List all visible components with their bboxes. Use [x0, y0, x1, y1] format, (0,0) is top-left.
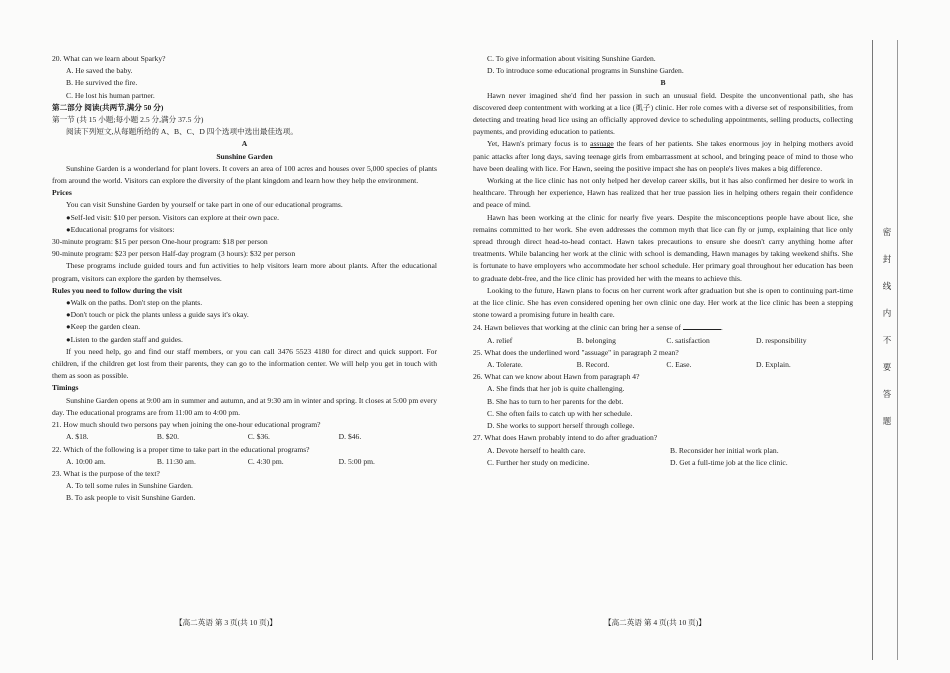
option: B. Record.	[576, 360, 610, 370]
seal-char: 封	[882, 254, 892, 264]
question-26: 26. What can we know about Hawn from paragraph 4?	[473, 372, 640, 382]
option: C. satisfaction	[666, 335, 710, 345]
question-text: 24. Hawn believes that working at the clinic can bring her a sense of	[473, 323, 681, 333]
binding-line	[872, 40, 873, 660]
option: C. Further her study on medicine.	[487, 457, 590, 467]
options-row	[52, 456, 437, 468]
options-row	[473, 359, 853, 371]
option: B. $20.	[156, 432, 180, 442]
edu-programs-item: ●Educational programs for visitors:	[66, 224, 175, 234]
passage-b-paragraph-4: Hawn has been working at the clinic for nearly five years. Despite the misconceptions people have about lice, she remains committed to her work. She even addresses the common myth that lice can fly or jump, explaining that lice only spread through direct head-to-head contact. Hawn takes precautions to ensure she doesn't carry anything home after treatments. While balancing her work at the clinic with school is demanding, Hawn manages by taking weekend shifts. She is fortunate to have employers who accommodate her school schedule. Her primary goal throughout her education has been to graduate debt-free, and the lice clinic has provided her with the means to achieve this.	[473, 212, 853, 283]
prices-heading: Prices	[52, 188, 72, 198]
option: C. 4:30 pm.	[247, 456, 284, 466]
seal-char: 内	[882, 308, 892, 318]
option: D. Explain.	[755, 360, 791, 370]
right-column	[473, 53, 853, 469]
option: C. $36.	[247, 432, 270, 442]
option: B. 11:30 am.	[156, 456, 196, 466]
text-run: Yet, Hawn's primary focus is to	[487, 139, 591, 149]
option: D. Get a full-time job at the lice clinic.	[670, 457, 788, 467]
option: C. Ease.	[666, 360, 692, 370]
question-23: 23. What is the purpose of the text?	[52, 468, 160, 478]
options-row	[473, 457, 853, 469]
left-column	[52, 53, 437, 505]
option: D. 5:00 pm.	[338, 456, 375, 466]
option: A. 10:00 am.	[66, 456, 106, 466]
seal-char: 要	[882, 362, 892, 372]
rule-item: ●Walk on the paths. Don't step on the plants.	[66, 298, 203, 308]
options-row	[473, 335, 853, 347]
seal-char: 线	[882, 281, 892, 291]
option: D. To introduce some educational programs in Sunshine Garden.	[487, 66, 684, 76]
programs-paragraph: These programs include guided tours and fun activities to help visitors learn more about plants. After the educational program, visitors can explore the garden by themselves.	[52, 261, 437, 283]
option: A. To tell some rules in Sunshine Garden.	[66, 481, 193, 491]
rule-item: ●Keep the garden clean.	[66, 322, 141, 332]
self-led-item: ●Self-led visit: $10 per person. Visitors can explore at their own pace.	[66, 212, 279, 222]
timings-paragraph: Sunshine Garden opens at 9:00 am in summer and autumn, and at 9:30 am in winter and spring. It closes at 5:00 pm every day. The educational programs are from 11:00 am to 4:00 pm.	[52, 395, 437, 417]
price-line: 90-minute program: $23 per person Half-day program (3 hours): $32 per person	[52, 249, 296, 259]
seal-char: 不	[882, 335, 892, 345]
option: D. $46.	[338, 432, 362, 442]
answer-blank	[683, 321, 723, 333]
option: D. She works to support herself through college.	[487, 421, 635, 431]
section1-title: 第一节 (共 15 小题;每小题 2.5 分,满分 37.5 分)	[52, 115, 204, 125]
rules-heading: Rules you need to follow during the visit	[52, 285, 183, 295]
option: B. belonging	[576, 335, 616, 345]
passage-b-paragraph-1: Hawn never imagined she'd find her passion in such an unusual field. Despite the unconventional path, she has discovered deep contentment with working at a lice (虱子) clinic. Her role comes with a diverse set of responsibilities, from detecting and treating head lice using an officially approved device to scheduling appointments, selling products, collecting payments, and providing education to patients.	[473, 90, 853, 137]
underlined-word: assuage	[590, 139, 614, 149]
binding-line	[897, 40, 898, 660]
option: A. relief	[487, 335, 513, 345]
seal-char: 题	[882, 416, 892, 426]
option: B. He survived the fire.	[66, 78, 138, 88]
help-paragraph: If you need help, go and find our staff members, or you can call 3476 5523 4180 for direct and quick support. For children, if the children get lost from their parents, they can go to the information center. We will help you get in touch with them as soon as possible.	[52, 346, 437, 381]
question-27: 27. What does Hawn probably intend to do after graduation?	[473, 433, 658, 443]
option: B. She has to turn to her parents for the debt.	[487, 396, 624, 406]
passage-b-paragraph-5: Looking to the future, Hawn plans to focus on her current work after graduation but she is open to continuing part-time at the lice clinic. She has even considered opening her own clinic one day. Her work at the lice clinic has been a stepping stone toward a promising future in health care.	[473, 285, 853, 320]
part2-title: 第二部分 阅读(共两节,满分 50 分)	[52, 102, 164, 112]
seal-char: 答	[882, 389, 892, 399]
question-22: 22. Which of the following is a proper time to take part in the educational programs?	[52, 444, 310, 454]
left-footer: 【高二英语 第 3 页(共 10 页)】	[175, 618, 277, 627]
passage-label: A	[241, 139, 248, 149]
seal-char: 密	[882, 227, 892, 237]
passage-b-paragraph-2	[473, 138, 853, 175]
text-run: the fears of her patients. She takes enormous joy in helping mothers avoid panic attacks after long days, saving teenage girls from embarrassment at school, and bringing peace of mind to those who have been dealing with lice. For Hawn, seeing the positive impact she has on people's lives makes a big difference.	[473, 139, 853, 173]
option: A. He saved the baby.	[66, 66, 133, 76]
option: D. responsibility	[755, 335, 807, 345]
seal-line-notice	[880, 226, 894, 442]
question-21: 21. How much should two persons pay when joining the one-hour educational program?	[52, 420, 321, 430]
prices-paragraph: You can visit Sunshine Garden by yourself or take part in one of our educational programs.	[66, 200, 343, 210]
question-24	[473, 321, 853, 334]
timings-heading: Timings	[52, 383, 79, 393]
option: A. She finds that her job is quite challenging.	[487, 384, 625, 394]
passage-label: B	[660, 78, 666, 88]
question-text-end: .	[720, 323, 723, 333]
option: B. Reconsider her initial work plan.	[670, 445, 779, 455]
instruction: 阅读下列短文,从每题所给的 A、B、C、D 四个选项中选出最佳选项。	[66, 127, 298, 137]
option: A. Tolerate.	[487, 360, 523, 370]
option: A. Devote herself to health care.	[487, 445, 586, 455]
options-row	[52, 431, 437, 443]
option: C. To give information about visiting Sunshine Garden.	[487, 54, 656, 63]
option: C. He lost his human partner.	[66, 90, 155, 100]
right-footer: 【高二英语 第 4 页(共 10 页)】	[604, 618, 706, 627]
question-20: 20. What can we learn about Sparky?	[52, 54, 166, 63]
passage-b-paragraph-3: Working at the lice clinic has not only helped her develop career skills, but it has also confirmed her desire to work in healthcare. Through her experience, Hawn has realized that her true passion lies in helping others regain their confidence and peace of mind.	[473, 176, 853, 210]
rule-item: ●Listen to the garden staff and guides.	[66, 334, 183, 344]
option: A. $18.	[66, 432, 89, 442]
rule-item: ●Don't touch or pick the plants unless a guide says it's okay.	[66, 310, 249, 320]
price-line: 30-minute program: $15 per person One-hour program: $18 per person	[52, 237, 268, 247]
question-25: 25. What does the underlined word "assuage" in paragraph 2 mean?	[473, 347, 679, 357]
option: C. She often fails to catch up with her schedule.	[487, 408, 633, 418]
option: B. To ask people to visit Sunshine Garden.	[66, 493, 196, 503]
passage-title: Sunshine Garden	[216, 151, 273, 161]
intro-paragraph: Sunshine Garden is a wonderland for plant lovers. It covers an area of 100 acres and houses over 5,000 species of plants from around the world. Visitors can explore the diversity of the plant kingdom and learn how they help the environment.	[52, 163, 437, 186]
options-row	[473, 445, 853, 457]
